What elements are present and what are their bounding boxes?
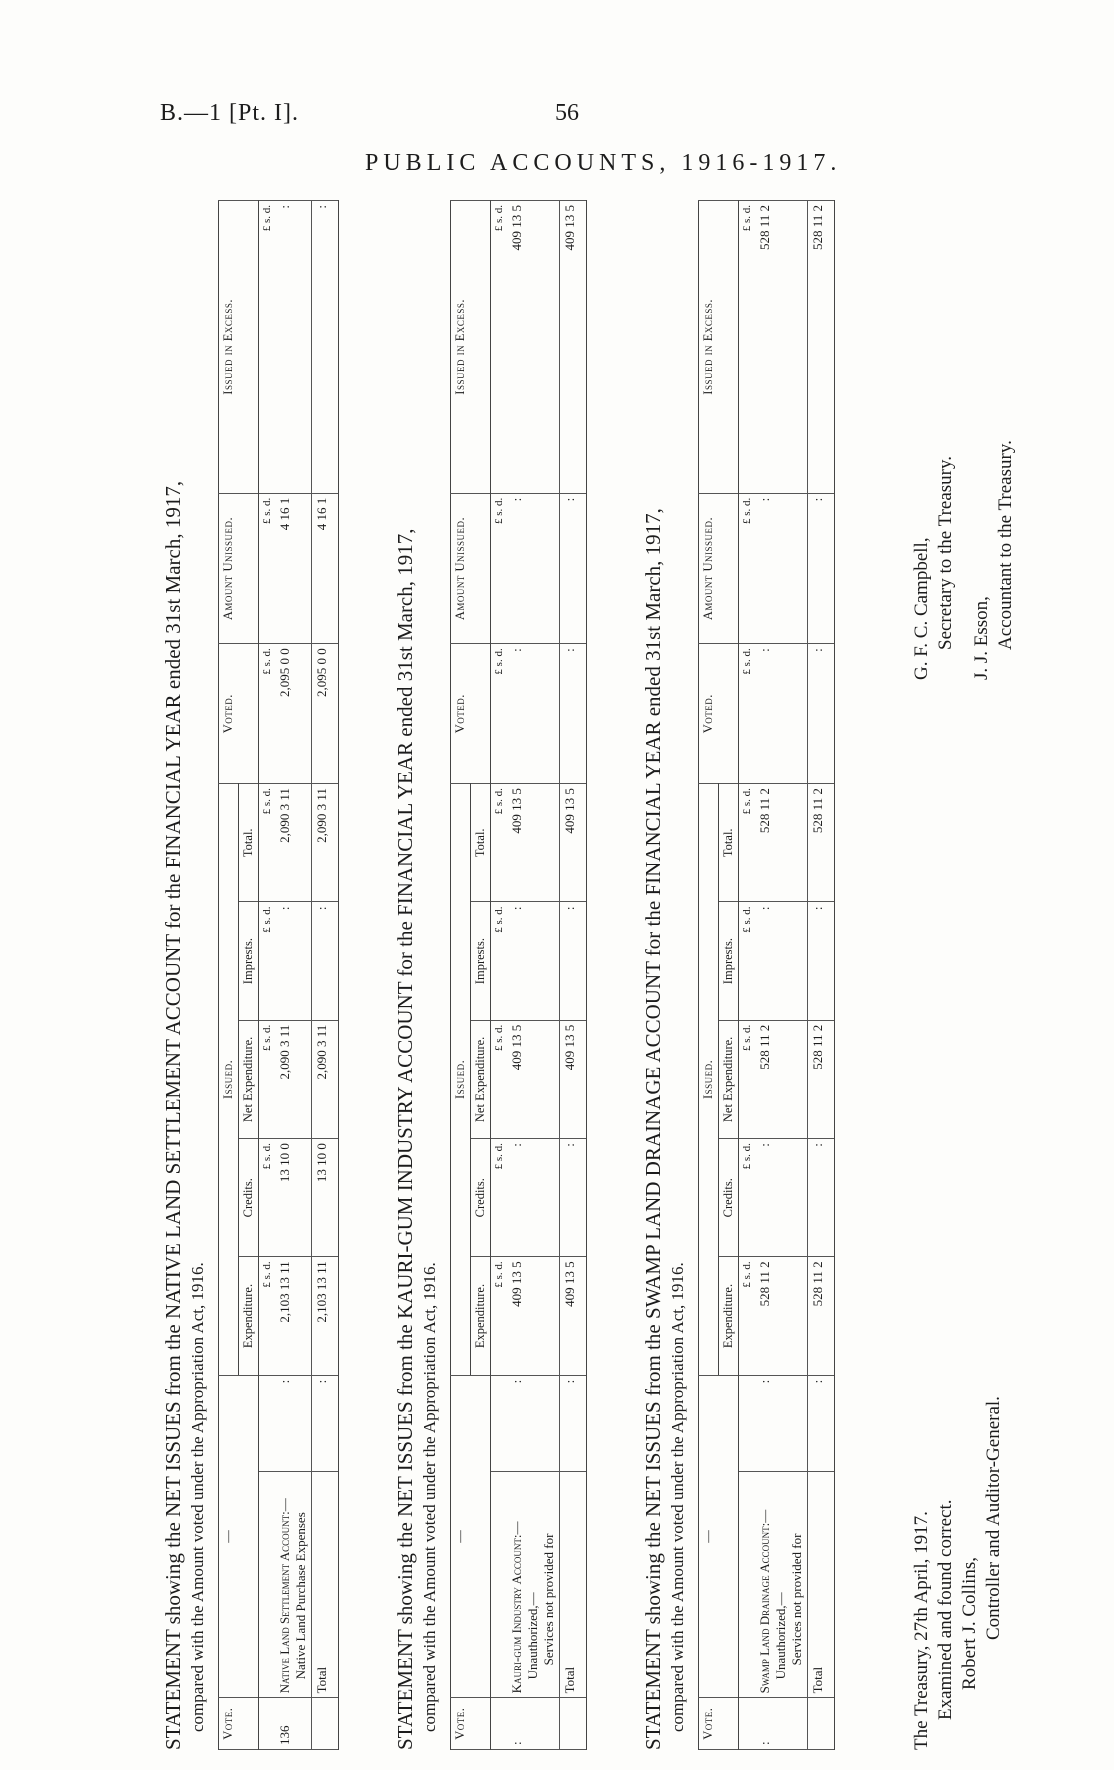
leader-dots: : [312, 1375, 339, 1472]
col-issued: Issued. [699, 784, 719, 1376]
cell-credits: 13 10 0 [275, 1139, 312, 1257]
total-issued-in-excess: 409 13 5 [560, 201, 587, 494]
statement-subtitle: compared with the Amount voted under the Appropriation Act, 1916. [420, 1262, 439, 1732]
col-issued: Issued. [219, 784, 239, 1376]
statement-subtitle: compared with the Amount voted under the Appropriation Act, 1916. [188, 1262, 207, 1732]
vote-number: 136 [275, 1698, 312, 1750]
total-total: 409 13 5 [560, 784, 587, 902]
col-vote: Vote. [699, 1698, 739, 1750]
accountant-title: Accountant to the Treasury. [995, 440, 1016, 650]
col-expenditure: Expenditure. [471, 1257, 491, 1375]
col-net-expenditure: Net Expenditure. [239, 1020, 259, 1138]
unit-label: £ s. d. [739, 1020, 756, 1138]
total-amount-unissued: : [560, 493, 587, 644]
cell-net-expenditure: 2,090 3 11 [275, 1020, 312, 1138]
total-expenditure: 2,103 13 11 [312, 1257, 339, 1375]
total-expenditure: 409 13 5 [560, 1257, 587, 1375]
col-blank: — [699, 1375, 739, 1698]
cell-issued-in-excess: 528 11 2 [755, 201, 808, 494]
col-expenditure: Expenditure. [719, 1257, 739, 1375]
statement-swamp-land [640, 200, 689, 1750]
unit-label: £ s. d. [259, 784, 276, 902]
accountant-name: J. J. Esson, [971, 596, 992, 680]
col-total: Total. [719, 784, 739, 902]
col-credits: Credits. [471, 1139, 491, 1257]
cell-expenditure: 2,103 13 11 [275, 1257, 312, 1375]
leader-dots: : [507, 1375, 560, 1472]
col-credits: Credits. [239, 1139, 259, 1257]
leader-dots: : [560, 1375, 587, 1472]
col-voted: Voted. [451, 644, 491, 784]
col-expenditure: Expenditure. [239, 1257, 259, 1375]
cell-expenditure: 409 13 5 [507, 1257, 560, 1375]
total-net-expenditure: 2,090 3 11 [312, 1020, 339, 1138]
table-kauri-gum [450, 200, 587, 1750]
cell-total: 2,090 3 11 [275, 784, 312, 902]
col-total: Total. [471, 784, 491, 902]
col-blank: — [451, 1375, 491, 1698]
page-title: PUBLIC ACCOUNTS, 1916-1917. [365, 150, 842, 176]
cell-amount-unissued: : [507, 493, 560, 644]
cell-imprests: : [507, 902, 560, 1020]
unit-label: £ s. d. [739, 201, 756, 494]
col-net-expenditure: Net Expenditure. [719, 1020, 739, 1138]
statement-native-land [160, 200, 209, 1750]
statement-title: STATEMENT showing the NET ISSUES from the NATIVE LAND SETTLEMENT ACCOUNT for the FINANCIAL YEAR ended 31st March, 1917, [161, 480, 185, 1750]
total-total: 528 11 2 [808, 784, 835, 902]
total-expenditure: 528 11 2 [808, 1257, 835, 1375]
unit-label: £ s. d. [491, 1257, 508, 1375]
total-amount-unissued: 4 16 1 [312, 493, 339, 644]
total-credits: 13 10 0 [312, 1139, 339, 1257]
cell-amount-unissued: 4 16 1 [275, 493, 312, 644]
leader-dots: : [808, 1375, 835, 1472]
col-net-expenditure: Net Expenditure. [471, 1020, 491, 1138]
table-row [275, 201, 312, 1750]
table-swamp-land [698, 200, 835, 1750]
col-credits: Credits. [719, 1139, 739, 1257]
col-amount-unissued: Amount Unissued. [451, 493, 491, 644]
total-label: Total [312, 1472, 339, 1698]
row-description: Kauri-gum Industry Account:— Unauthorized,— Services not provided for [507, 1472, 560, 1698]
total-issued-in-excess: 528 11 2 [808, 201, 835, 494]
cell-voted: 2,095 0 0 [275, 644, 312, 784]
unit-label: £ s. d. [259, 1139, 276, 1257]
row-description: Swamp Land Drainage Account:— Unauthorized,— Services not provided for [755, 1472, 808, 1698]
unit-label: £ s. d. [491, 493, 508, 644]
cell-voted: : [507, 644, 560, 784]
total-label: Total [560, 1472, 587, 1698]
total-row [560, 201, 587, 1750]
unit-label: £ s. d. [739, 1257, 756, 1375]
unit-label: £ s. d. [259, 201, 276, 494]
statement-kauri-gum [392, 200, 441, 1750]
document-code: B.—1 [Pt. I]. [160, 100, 299, 126]
total-label: Total [808, 1472, 835, 1698]
cell-imprests: : [275, 902, 312, 1020]
cell-total: 409 13 5 [507, 784, 560, 902]
unit-label: £ s. d. [739, 1139, 756, 1257]
unit-label: £ s. d. [491, 1020, 508, 1138]
cell-amount-unissued: : [755, 493, 808, 644]
table-row [507, 201, 560, 1750]
unit-label: £ s. d. [259, 902, 276, 1020]
unit-label: £ s. d. [259, 644, 276, 784]
vote-number: : [507, 1698, 560, 1750]
cell-issued-in-excess: 409 13 5 [507, 201, 560, 494]
cell-credits: : [507, 1139, 560, 1257]
total-credits: : [560, 1139, 587, 1257]
col-vote: Vote. [219, 1698, 259, 1750]
unit-label: £ s. d. [739, 644, 756, 784]
secretary-title: Secretary to the Treasury. [935, 456, 956, 650]
rotated-statements [130, 200, 1090, 1750]
total-row [808, 201, 835, 1750]
total-total: 2,090 3 11 [312, 784, 339, 902]
row-description: Native Land Settlement Account:— Native Land Purchase Expenses [275, 1472, 312, 1698]
col-amount-unissued: Amount Unissued. [699, 493, 739, 644]
total-voted: 2,095 0 0 [312, 644, 339, 784]
cell-expenditure: 528 11 2 [755, 1257, 808, 1375]
col-amount-unissued: Amount Unissued. [219, 493, 259, 644]
total-imprests: : [808, 902, 835, 1020]
table-row [755, 201, 808, 1750]
statement-subtitle: compared with the Amount voted under the Appropriation Act, 1916. [668, 1262, 687, 1732]
unit-label: £ s. d. [491, 1139, 508, 1257]
col-blank: — [219, 1375, 259, 1698]
col-issued-in-excess: Issued in Excess. [451, 201, 491, 494]
unit-label: £ s. d. [259, 1020, 276, 1138]
cell-net-expenditure: 409 13 5 [507, 1020, 560, 1138]
unit-label: £ s. d. [739, 784, 756, 902]
page-number: 56 [555, 100, 579, 126]
col-imprests: Imprests. [471, 902, 491, 1020]
col-issued: Issued. [451, 784, 471, 1376]
secretary-name: G. F. C. Campbell, [911, 537, 932, 680]
total-amount-unissued: : [808, 493, 835, 644]
cell-imprests: : [755, 902, 808, 1020]
unit-label: £ s. d. [491, 644, 508, 784]
leader-dots: : [755, 1375, 808, 1472]
unit-label: £ s. d. [739, 902, 756, 1020]
unit-label: £ s. d. [491, 201, 508, 494]
vote-number: : [755, 1698, 808, 1750]
cell-total: 528 11 2 [755, 784, 808, 902]
col-imprests: Imprests. [719, 902, 739, 1020]
total-issued-in-excess: : [312, 201, 339, 494]
unit-label: £ s. d. [739, 493, 756, 644]
cell-issued-in-excess: : [275, 201, 312, 494]
col-vote: Vote. [451, 1698, 491, 1750]
table-native-land [218, 200, 339, 1750]
total-net-expenditure: 409 13 5 [560, 1020, 587, 1138]
total-imprests: : [560, 902, 587, 1020]
unit-label: £ s. d. [491, 902, 508, 1020]
statement-title: STATEMENT showing the NET ISSUES from the KAURI-GUM INDUSTRY ACCOUNT for the FINANCIAL YEAR ended 31st March, 1917, [393, 528, 417, 1750]
unit-label: £ s. d. [259, 1257, 276, 1375]
col-issued-in-excess: Issued in Excess. [219, 201, 259, 494]
unit-label: £ s. d. [259, 493, 276, 644]
statement-title: STATEMENT showing the NET ISSUES from the SWAMP LAND DRAINAGE ACCOUNT for the FINANCIAL YEAR ended 31st March, 1917, [641, 508, 665, 1750]
total-net-expenditure: 528 11 2 [808, 1020, 835, 1138]
col-issued-in-excess: Issued in Excess. [699, 201, 739, 494]
col-voted: Voted. [219, 644, 259, 784]
col-imprests: Imprests. [239, 902, 259, 1020]
total-row [312, 201, 339, 1750]
auditor-title: Controller and Auditor-General. [983, 1396, 1004, 1640]
col-total: Total. [239, 784, 259, 902]
total-voted: : [808, 644, 835, 784]
cell-credits: : [755, 1139, 808, 1257]
unit-label: £ s. d. [491, 784, 508, 902]
auditor-name: Robert J. Collins, [959, 1556, 980, 1690]
total-credits: : [808, 1139, 835, 1257]
treasury-date: The Treasury, 27th April, 1917. [911, 1511, 932, 1750]
col-voted: Voted. [699, 644, 739, 784]
total-imprests: : [312, 902, 339, 1020]
total-voted: : [560, 644, 587, 784]
leader-dots: : [275, 1375, 312, 1472]
examined-note: Examined and found correct. [935, 1499, 956, 1720]
cell-voted: : [755, 644, 808, 784]
cell-net-expenditure: 528 11 2 [755, 1020, 808, 1138]
